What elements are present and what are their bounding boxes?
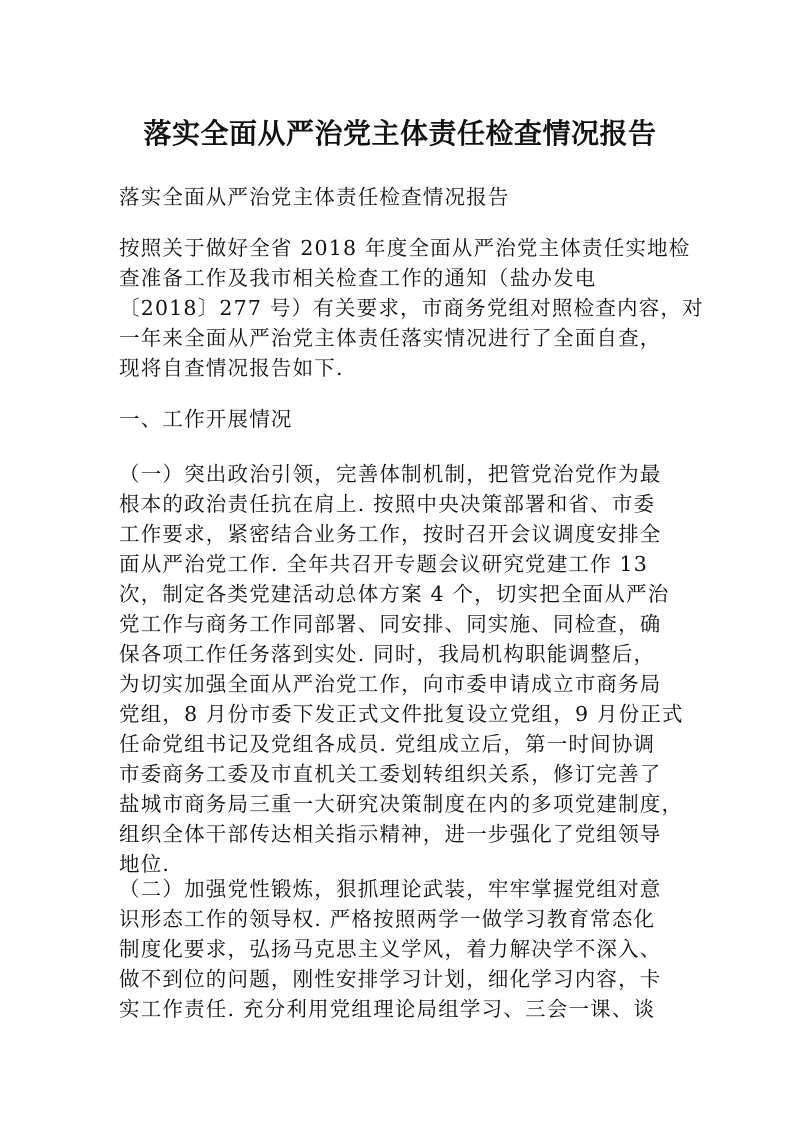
document-subtitle: [119, 182, 691, 212]
paragraph-line: 组织全体干部传达相关指示精神，进一步强化了党组领导: [119, 822, 662, 846]
paragraph-line: （二）加强党性锻炼，狠抓理论武装，牢牢掌握党组对意: [119, 877, 662, 901]
paragraph-line: 面从严治党工作. 全年共召开专题会议研究党建工作 13: [119, 552, 649, 576]
document-title: 落实全面从严治党主体责任检查情况报告: [143, 117, 657, 150]
paragraph-line: 为切实加强全面从严治党工作，向市委申请成立市商务局: [119, 672, 662, 696]
paragraph-line: 工作要求，紧密结合业务工作，按时召开会议调度安排全: [119, 522, 662, 546]
intro-paragraph: [119, 233, 704, 383]
intro-line: 查准备工作及我市相关检查工作的通知（盐办发电: [119, 266, 597, 290]
intro-line: 〔2018〕277 号）有关要求，市商务党组对照检查内容，对: [119, 296, 704, 320]
paragraph-line: 实工作责任. 充分利用党组理论局组学习、三会一课、谈: [119, 997, 656, 1021]
paragraph-line: （一）突出政治引领，完善体制机制，把管党治党作为最: [119, 462, 662, 486]
section-heading: [119, 404, 691, 434]
paragraph-line: 党工作与商务工作同部署、同安排、同实施、同检查，确: [119, 612, 662, 636]
paragraph-line: 保各项工作任务落到实处. 同时，我局机构职能调整后，: [119, 642, 656, 666]
intro-line: 一年来全面从严治党主体责任落实情况进行了全面自查，: [119, 326, 662, 350]
paragraph-line: 地位.: [119, 852, 171, 876]
paragraph-line: 次，制定各类党建活动总体方案 4 个，切实把全面从严治: [119, 582, 670, 606]
paragraph-line: 市委商务工委及市直机关工委划转组织关系，修订完善了: [119, 762, 662, 786]
body-paragraph-1: [119, 459, 691, 879]
subtitle-line: 落实全面从严治党主体责任检查情况报告: [119, 185, 510, 209]
paragraph-line: 任命党组书记及党组各成员. 党组成立后，第一时间协调: [119, 732, 656, 756]
section-heading-text: 一、工作开展情况: [119, 407, 293, 431]
paragraph-line: 制度化要求，弘扬马克思主义学风，着力解决学不深入、: [119, 937, 662, 961]
intro-line: 现将自查情况报告如下.: [119, 356, 344, 380]
paragraph-line: 识形态工作的领导权. 严格按照两学一做学习教育常态化: [119, 907, 656, 931]
paragraph-line: 根本的政治责任抗在肩上. 按照中央决策部署和省、市委: [119, 492, 656, 516]
paragraph-line: 盐城市商务局三重一大研究决策制度在内的多项党建制度，: [119, 792, 684, 816]
body-paragraph-2: [119, 874, 691, 1024]
paragraph-line: 党组，8 月份市委下发正式文件批复设立党组，9 月份正式: [119, 702, 684, 726]
paragraph-line: 做不到位的问题，刚性安排学习计划，细化学习内容，卡: [119, 967, 662, 991]
intro-line: 按照关于做好全省 2018 年度全面从严治党主体责任实地检: [119, 236, 691, 260]
